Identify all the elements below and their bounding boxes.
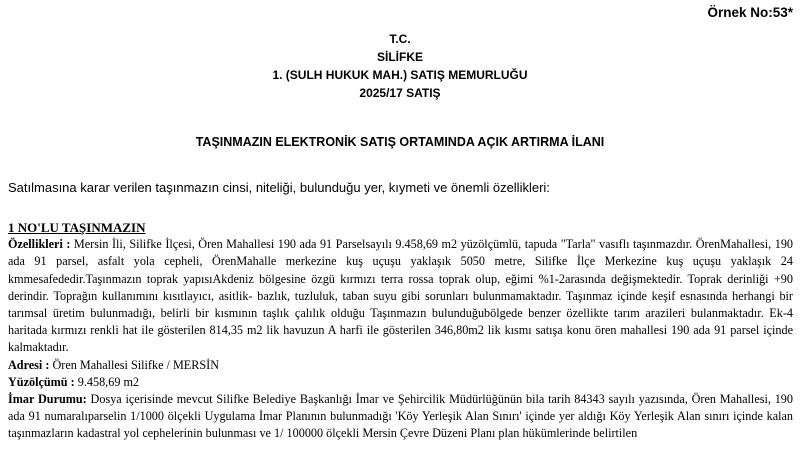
- page-title: TAŞINMAZIN ELEKTRONİK SATIŞ ORTAMINDA AÇIK ARTIRMA İLANI: [195, 135, 605, 149]
- document-header: [0, 30, 800, 102]
- header-line-tc: T.C.: [389, 32, 411, 46]
- features-label: Özellikleri :: [8, 237, 71, 252]
- features-text: Mersin İli, Silifke İlçesi, Ören Mahallesi 190 ada 91 Parselsayılı 9.458,69 m2 yüzölçümlü, tapuda "Tarla" vasıflı taşınmazdır. ÖrenMahallesi, 190 ada 91 parsel, asfalt yola cepheli, ÖrenMahalle merkezine kuş uçuşu yaklaşık 5050 metre, Silifke İlçe Merkezine kuş uçuşu yaklaşık 24 kmmesafededir.Taşınmazın toprak yapısıAkdeniz bölgesine özgü kırmızı terra rossa toprak olup, eğimi %1-2arasında değişmektedir. Toprak derinliği +90 derindir. Toprağın kullanımını kısıtlayıcı, asitlik- bazlık, tuzluluk, taban suyu gibi sorunları bulunmamaktadır. Taşınmaz içinde keşif esnasında herhangi bir tarımsal üretim bulunmadığı, belirli bir kısmının taşlık çalılık olduğu Taşınmazın bulunduğubölgede benzer özellikte tarım arazileri bulanmaktadır. Ek-4 haritada kırmızı renkli hat ile gösterilen 814,35 m2 lik havuzun A harfi ile gösterilen 346,80m2 lik kısmı satışa konu ören mahallesi 190 ada 91 parsel içinde kalmaktadır.: [8, 237, 793, 355]
- address-label: Adresi :: [8, 357, 50, 372]
- header-line-district: SİLİFKE: [376, 50, 423, 64]
- intro-text: Satılmasına karar verilen taşınmazın cinsi, niteliği, bulunduğu yer, kıymeti ve önemli özellikleri:: [8, 180, 550, 195]
- sample-number: Örnek No:53*: [707, 5, 793, 20]
- zoning-text: Dosya içerisinde mevcut Silifke Belediye Başkanlığı İmar ve Şehircilik Müdürlüğünün bila tarih 84343 sayılı yazısında, Ören Mahallesi, 190 ada 91 numaralıparselin 1/1000 ölçekli Uygulama İmar Planının bulunmadığı 'Köy Yerleşik Alan Sınırı' içinde yer aldığı Köy Yerleşik Alan sınırı içinde kalan taşınmazların kadastral yol cephelerinin bulunması ve 1/ 100000 ölçekli Mersin Çevre Düzeni Planı plan hükümlerinde belirtilen: [8, 392, 793, 441]
- section-heading: 1 NO'LU TAŞINMAZIN: [8, 220, 146, 235]
- area-paragraph: [8, 374, 793, 391]
- zoning-label: İmar Durumu:: [8, 392, 87, 407]
- zoning-paragraph: [8, 391, 793, 443]
- features-paragraph: [8, 236, 793, 356]
- address-paragraph: [8, 357, 793, 374]
- area-text: 9.458,69 m2: [74, 374, 140, 389]
- header-line-case-number: 2025/17 SATIŞ: [359, 86, 441, 100]
- header-line-office: 1. (SULH HUKUK MAH.) SATIŞ MEMURLUĞU: [272, 68, 528, 82]
- area-label: Yüzölçümü :: [8, 374, 75, 389]
- property-section: [8, 219, 793, 443]
- address-text: Ören Mahallesi Silifke / MERSİN: [49, 357, 220, 372]
